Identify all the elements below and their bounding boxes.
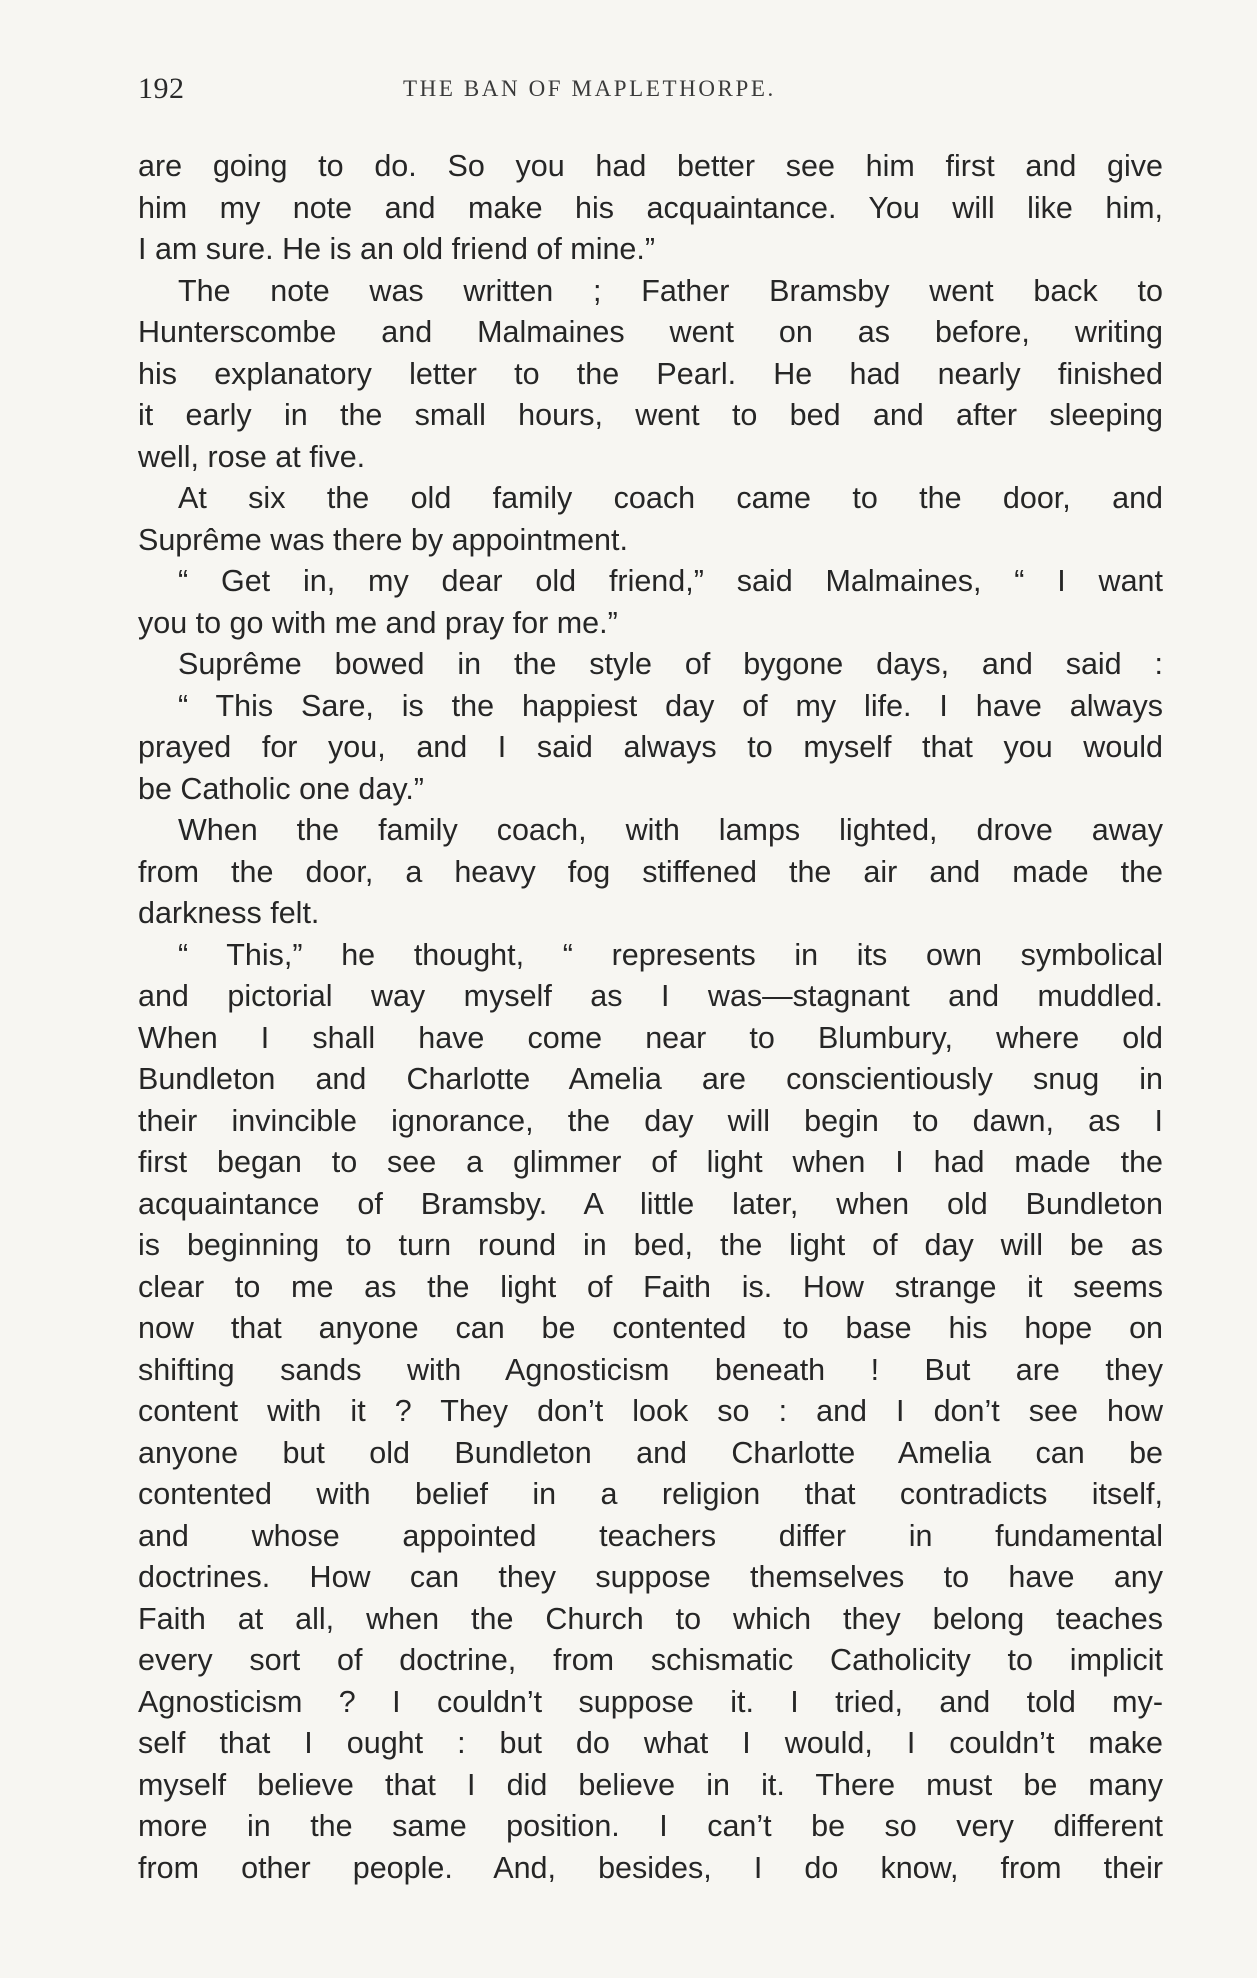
text-line: his explanatory letter to the Pearl. He had nearly finished — [138, 356, 1163, 391]
text-line: well, rose at five. — [138, 439, 366, 474]
text-line: now that anyone can be contented to base his hope on — [138, 1311, 1163, 1345]
text-line: doctrines. How can they suppose themselves to have any — [138, 1560, 1163, 1594]
text-line: him my note and make his acquaintance. You will like him, — [138, 190, 1163, 225]
text-line: Bundleton and Charlotte Amelia are conscientiously snug in — [138, 1062, 1163, 1096]
text-line: contented with belief in a religion that contradicts itself, — [138, 1477, 1163, 1511]
text-line: you to go with me and pray for me.” — [138, 605, 618, 640]
text-line: I am sure. He is an old friend of mine.” — [138, 232, 656, 266]
text-line: Suprême bowed in the style of bygone days, and said : — [178, 647, 1163, 681]
text-line: “ This,” he thought, “ represents in its own symbolical — [178, 937, 1163, 972]
text-line: “ Get in, my dear old friend,” said Malmaines, “ I want — [178, 564, 1163, 598]
text-line: Hunterscombe and Malmaines went on as before, writing — [138, 315, 1163, 349]
body-text — [138, 146, 1163, 1889]
text-line: their invincible ignorance, the day will begin to dawn, as I — [138, 1103, 1163, 1138]
running-title: THE BAN OF MAPLETHORPE. — [403, 76, 776, 101]
text-line: When the family coach, with lamps lighted, drove away — [178, 813, 1163, 847]
text-line: darkness felt. — [138, 896, 320, 930]
text-line: clear to me as the light of Faith is. How strange it seems — [138, 1269, 1163, 1304]
text-line: every sort of doctrine, from schismatic Catholicity to implicit — [138, 1643, 1163, 1677]
text-line: are going to do. So you had better see him first and give — [138, 149, 1163, 183]
text-line: acquaintance of Bramsby. A little later, when old Bundleton — [138, 1186, 1163, 1221]
text-line: from the door, a heavy fog stiffened the air and made the — [138, 854, 1163, 889]
text-line: anyone but old Bundleton and Charlotte Amelia can be — [138, 1435, 1163, 1470]
text-line: first began to see a glimmer of light when I had made the — [138, 1145, 1163, 1179]
page-number: 192 — [138, 72, 185, 105]
text-line: from other people. And, besides, I do know, from their — [138, 1850, 1163, 1885]
text-line: Suprême was there by appointment. — [138, 522, 628, 557]
text-line: Agnosticism ? I couldn’t suppose it. I tried, and told my- — [138, 1684, 1163, 1719]
text-line: self that I ought : but do what I would, I couldn’t make — [138, 1726, 1163, 1760]
text-line: be Catholic one day.” — [138, 771, 424, 806]
text-line: shifting sands with Agnosticism beneath ! But are they — [138, 1352, 1163, 1387]
text-line: At six the old family coach came to the door, and — [178, 481, 1163, 515]
text-line: Faith at all, when the Church to which they belong teaches — [138, 1601, 1163, 1636]
text-line: myself believe that I did believe in it. There must be many — [138, 1767, 1163, 1802]
text-line: The note was written ; Father Bramsby went back to — [178, 273, 1163, 308]
text-line: prayed for you, and I said always to myself that you would — [138, 730, 1163, 764]
text-line: more in the same position. I can’t be so very different — [138, 1809, 1163, 1843]
text-line: is beginning to turn round in bed, the light of day will be as — [138, 1228, 1163, 1262]
text-line: content with it ? They don’t look so : and I don’t see how — [138, 1394, 1163, 1428]
text-line: it early in the small hours, went to bed and after sleeping — [138, 398, 1163, 432]
text-line: and whose appointed teachers differ in fundamental — [138, 1518, 1163, 1553]
text-line: and pictorial way myself as I was—stagnant and muddled. — [138, 979, 1163, 1013]
text-line: When I shall have come near to Blumbury, where old — [138, 1020, 1163, 1055]
running-head — [138, 72, 1158, 112]
text-line: “ This Sare, is the happiest day of my life. I have always — [178, 688, 1163, 723]
